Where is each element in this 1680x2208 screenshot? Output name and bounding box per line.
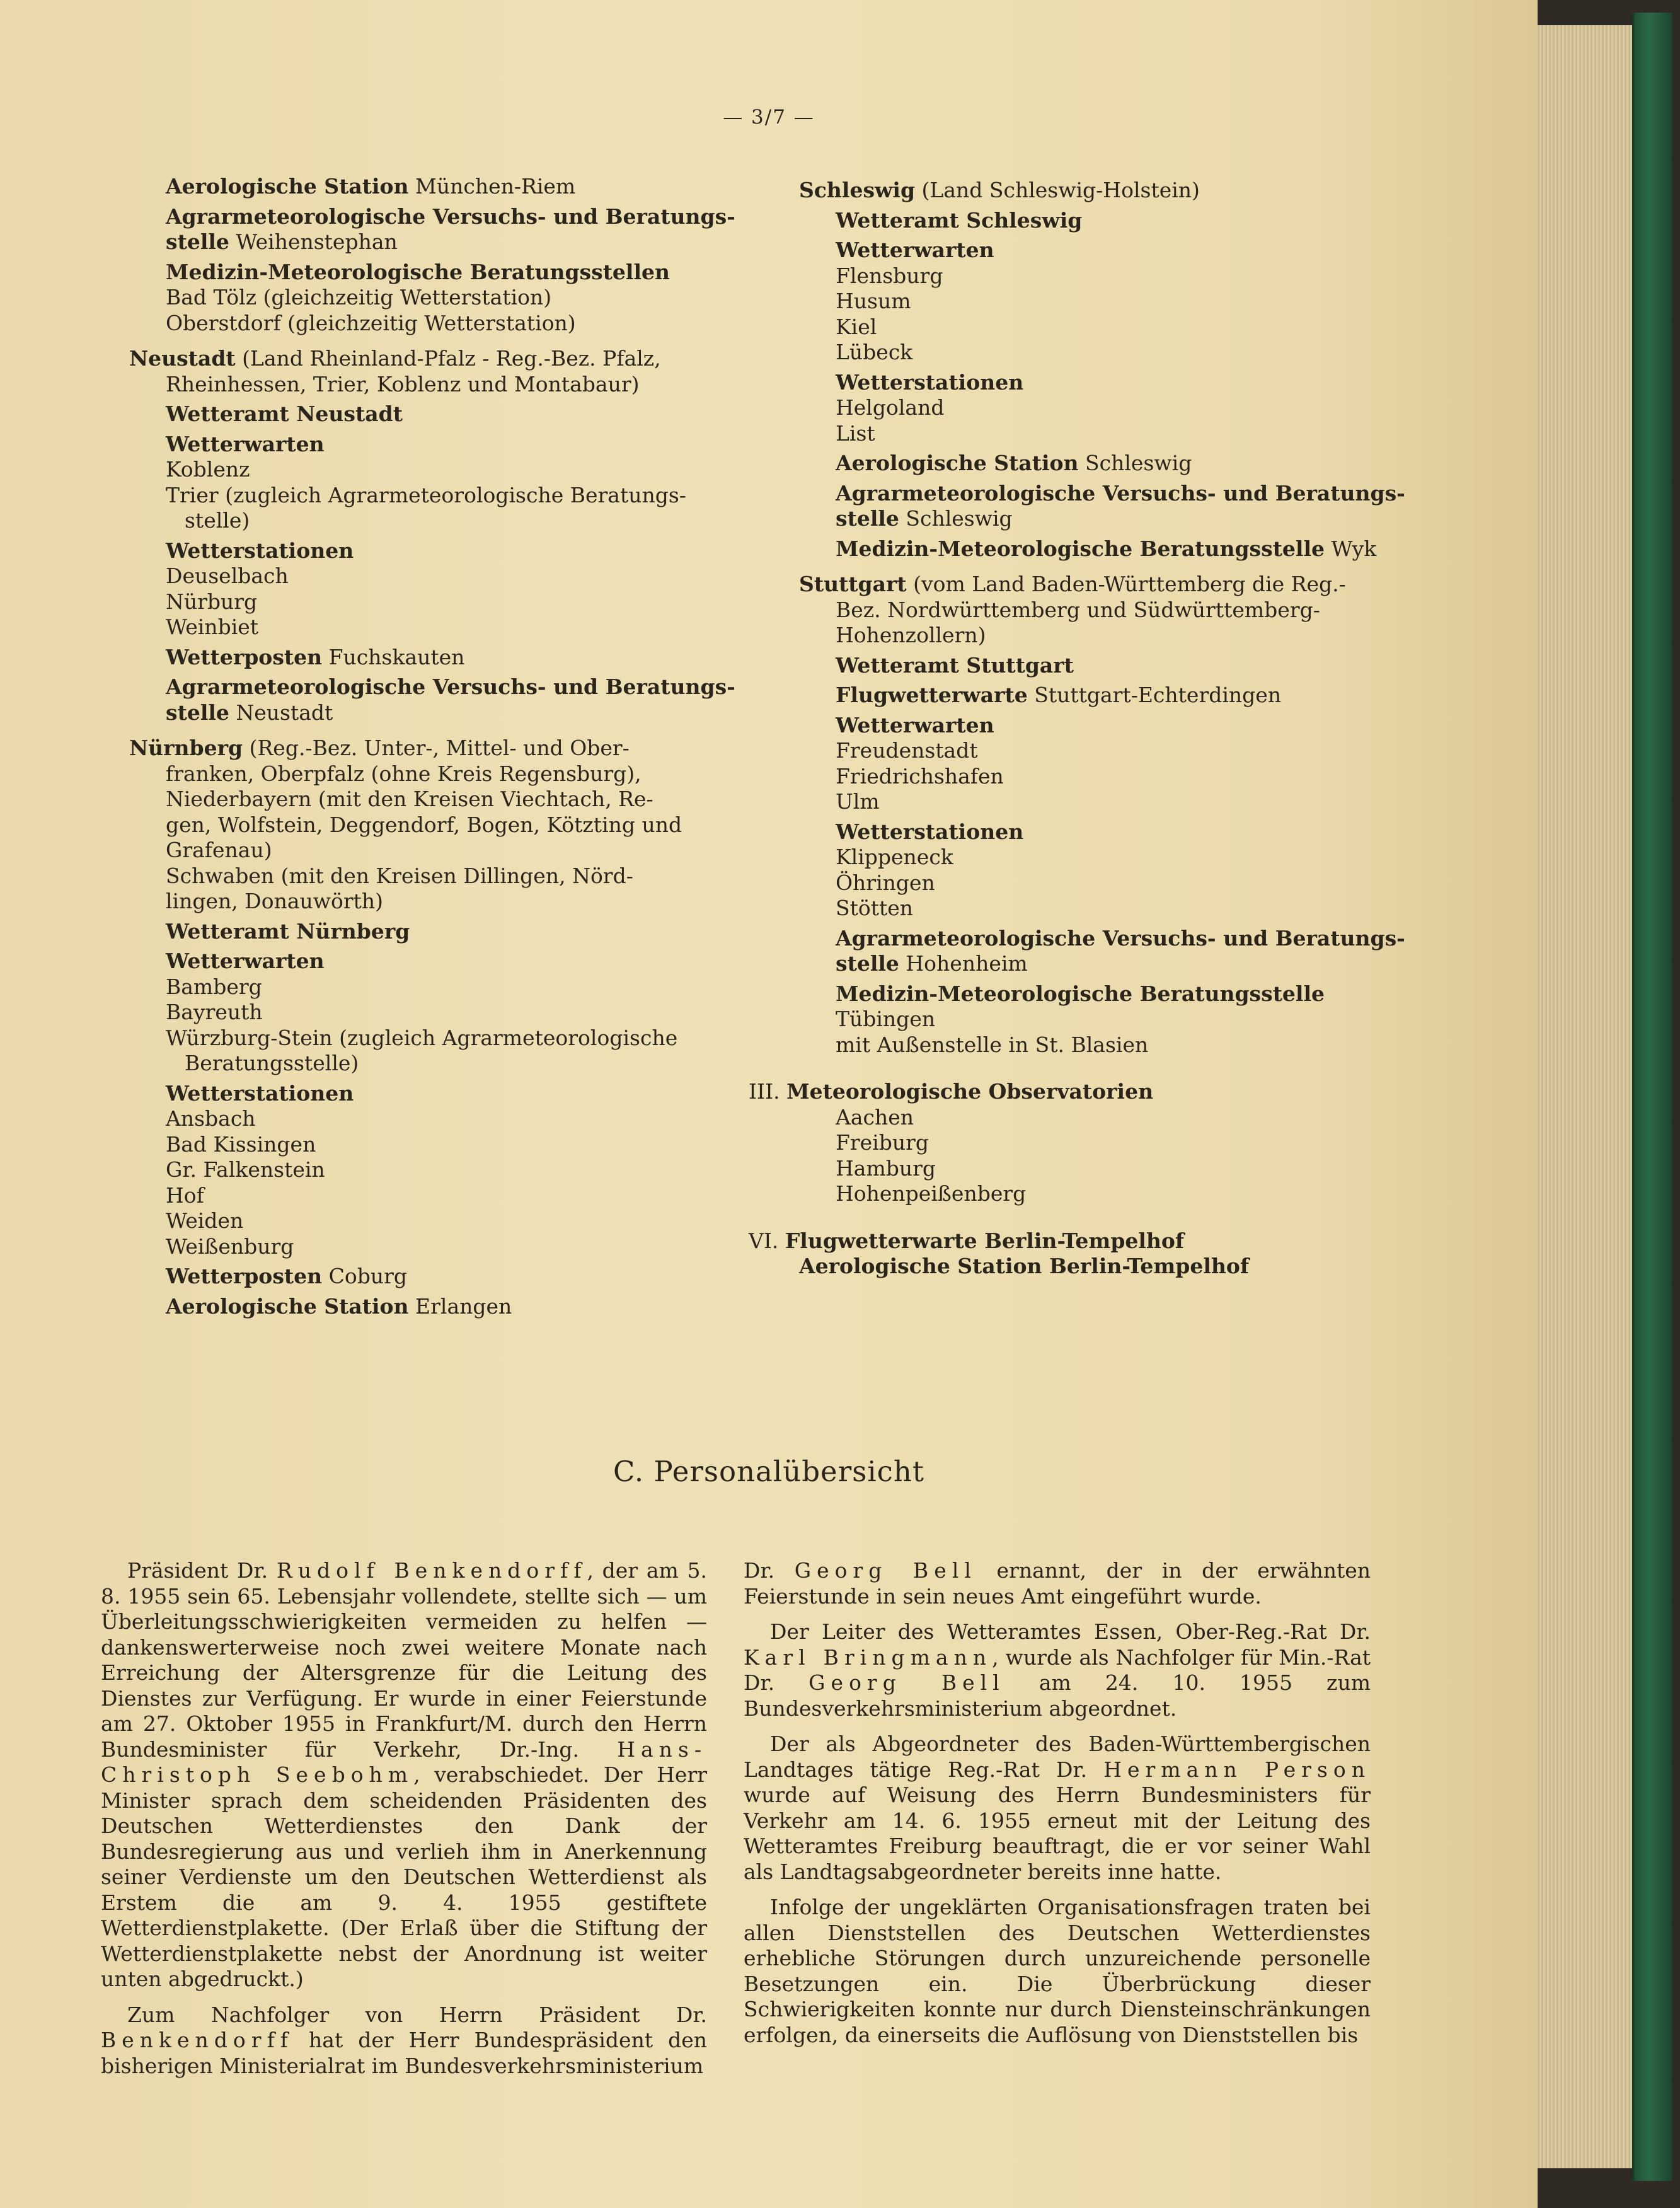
list-item (129, 864, 718, 889)
list-item (129, 736, 718, 761)
text-run: , verabschiedet. Der Herr Minister sprach dem scheidenden Präsidenten des Deutschen Wetterdienstes den Dank der Bundesregierung aus und verlieh ihm in Anerkennung seiner Verdienste um den Deutschen Wetterdienst als Erstem die am 9. 4. 1955 gestiftete Wetterdienstplakette. (Der Erlaß über die Stiftung der Wetterdienstplakette nebst der Anordnung ist weiter unten abgedruckt.) (101, 1762, 708, 1991)
text-run: Hohenzollern) (836, 623, 986, 647)
list-item (129, 285, 718, 311)
list-item (799, 572, 1388, 598)
bold-label: Medizin-Meteorologische Beratungsstellen (166, 259, 670, 284)
text-run: Kiel (836, 314, 877, 339)
bold-label: Aerologische Station (836, 451, 1079, 475)
list-item (129, 919, 718, 945)
section-heading: C. Personalübersicht (613, 1455, 924, 1488)
bold-label: stelle (166, 700, 229, 725)
list-item (129, 1132, 718, 1158)
list-item (129, 674, 735, 700)
list-item (799, 981, 1388, 1007)
bold-label: Nürnberg (129, 736, 243, 760)
list-item (129, 1183, 718, 1209)
list-item (129, 402, 718, 427)
list-item (799, 845, 1388, 870)
text-run: mit Außenstelle in St. Blasien (836, 1032, 1149, 1057)
list-item (799, 289, 1388, 315)
text-run: Dr. (744, 1558, 795, 1583)
text-run: Hof (166, 1182, 204, 1208)
text-run: Weihenstephan (229, 229, 398, 254)
bold-label: Stuttgart (799, 572, 907, 596)
text-run: Bad Kissingen (166, 1131, 316, 1157)
list-item (129, 761, 718, 787)
list-item (129, 974, 718, 1000)
text-run: wurde auf Weisung des Herrn Bundesministers für Verkehr am 14. 6. 1955 erneut mit der Leitung des Wetteramtes Freiburg beauftragt, die er vor seiner Wahl als Landtagsabgeordneter bereits inne hatte. (744, 1783, 1371, 1884)
text-run: Fuchskauten (322, 644, 465, 669)
list-item (799, 421, 1388, 447)
text-run: Coburg (322, 1264, 408, 1288)
list-item (799, 738, 1388, 764)
text-run: Stuttgart-Echterdingen (1027, 683, 1282, 707)
text-run: Bad Tölz (gleichzeitig Wetterstation) (166, 285, 552, 309)
text-run: Erlangen (408, 1293, 512, 1319)
list-item (129, 589, 718, 615)
text-run: Grafenau) (166, 838, 272, 862)
bold-label: Aerologische Station Berlin-Tempelhof (799, 1254, 1250, 1278)
text-run: (Land Rheinland-Pfalz - Reg.-Bez. Pfalz, (235, 346, 661, 371)
bold-label: Aerologische Station (166, 174, 409, 199)
list-item (799, 208, 1388, 234)
list-item (799, 340, 1388, 366)
text-run: Neustadt (229, 700, 333, 725)
list-item (129, 1026, 718, 1051)
text-run: List (836, 420, 875, 446)
text-run: Koblenz (166, 457, 250, 482)
list-item (129, 615, 718, 640)
text-run: Friedrichshafen (836, 763, 1004, 789)
bold-label: stelle (166, 229, 229, 254)
list-item (799, 315, 1388, 340)
list-item (799, 178, 1388, 204)
text-run: Oberstdorf (gleichzeitig Wetterstation) (166, 310, 576, 335)
bold-label: Wetterstationen (166, 1080, 354, 1106)
paragraph (744, 1895, 1371, 2048)
list-item (799, 506, 1388, 532)
text-run: Weiden (166, 1208, 244, 1233)
bold-label: Agrarmeteorologische Versuchs- und Beratungs- (166, 674, 735, 699)
text-run: Aachen (836, 1104, 914, 1130)
bold-label: Flugwetterwarte (836, 683, 1028, 707)
list-item (799, 789, 1388, 815)
spaced-name: Rudolf Benkendorff (276, 1558, 587, 1583)
list-item (799, 263, 1388, 289)
text-run: Niederbayern (mit den Kreisen Viechtach, Re- (166, 787, 653, 811)
list-item (129, 1081, 718, 1107)
text-run: lingen, Donauwörth) (166, 889, 384, 913)
list-item (129, 1106, 718, 1132)
bold-label: Wetteramt Neustadt (166, 402, 403, 426)
list-item (749, 1079, 1388, 1105)
paragraph (101, 1558, 707, 1992)
bold-label: Wetteramt Nürnberg (166, 918, 410, 944)
text-run: Präsident Dr. (127, 1558, 277, 1583)
list-item (129, 174, 718, 200)
list-item (129, 1208, 718, 1234)
list-item (129, 372, 718, 398)
bold-label: stelle (836, 506, 899, 531)
text-run: Tübingen (836, 1007, 936, 1031)
text-run: am 24. 10. 1955 zum Bundesverkehrsministerium abgeordnet. (744, 1670, 1371, 1721)
list-item (129, 538, 718, 564)
text-run: Helgoland (836, 395, 945, 420)
list-item (799, 951, 1388, 977)
list-item (799, 451, 1388, 477)
text-run: Schwaben (mit den Kreisen Dillingen, Nörd- (166, 863, 633, 888)
text-run: Bamberg (166, 974, 262, 999)
list-item (799, 536, 1388, 562)
page-edges (1538, 25, 1632, 2168)
bold-label: Wetterposten (166, 644, 323, 669)
bold-label: Wetterwarten (836, 712, 994, 737)
list-item (749, 1228, 1388, 1254)
spaced-name: Karl Bringmann (744, 1644, 992, 1670)
list-item (799, 1130, 1388, 1156)
page-number: — 3/7 — (723, 106, 815, 129)
text-run: Husum (836, 289, 911, 313)
text-run: gen, Wolfstein, Deggendorf, Bogen, Kötzting und (166, 812, 682, 837)
spaced-name: Benkendorff (101, 2028, 294, 2052)
book-cover (1632, 13, 1672, 2181)
paragraph (101, 2003, 707, 2079)
list-item (799, 925, 1405, 952)
list-item (129, 700, 718, 726)
bold-label: Flugwetterwarte Berlin-Tempelhof (785, 1228, 1185, 1253)
text-run: Öhringen (836, 870, 935, 895)
personnel-text-right (744, 1558, 1371, 2058)
bold-label: Aerologische Station (166, 1293, 409, 1319)
text-run: , der am 5. 8. 1955 sein 65. Lebensjahr vollendete, stellte sich — um Überleitungsschwierigkeiten vermeiden zu helfen — dankenswerterweise noch zwei weitere Monate nach Erreichung der Altersgrenze für die Leitung des Dienstes zur Verfügung. Er wurde in einer Feierstunde am 27. Oktober 1955 in Frankfurt/M. durch den Herrn Bundesminister für Verkehr, Dr.-Ing. (101, 1558, 707, 1762)
text-run: Freudenstadt (836, 738, 978, 763)
personnel-text-left (101, 1558, 707, 2089)
text-run: VI. (749, 1228, 785, 1253)
list-item (129, 1234, 718, 1260)
text-run: Hamburg (836, 1155, 936, 1181)
list-item (799, 896, 1388, 922)
list-item (129, 1294, 718, 1320)
text-run: (Reg.-Bez. Unter-, Mittel- und Ober- (243, 736, 630, 760)
text-run: Zum Nachfolger von Herrn Präsident Dr. (127, 2002, 707, 2027)
bold-label: Schleswig (799, 178, 916, 202)
text-run: , wurde als Nachfolger für Min.-Rat Dr. (744, 1644, 1371, 1695)
text-run: Freiburg (836, 1130, 929, 1155)
list-item (799, 598, 1388, 623)
list-item (129, 457, 718, 483)
text-run: Schleswig (899, 506, 1013, 531)
text-run: stelle) (185, 508, 250, 533)
list-item (799, 1007, 1388, 1032)
bold-label: Medizin-Meteorologische Beratungsstelle (836, 536, 1325, 561)
text-run: Klippeneck (836, 845, 953, 869)
text-run: Weißenburg (166, 1234, 294, 1259)
list-item (129, 1051, 718, 1077)
bold-label: Wetterstationen (166, 538, 354, 563)
list-item (799, 623, 1388, 649)
text-run: Hohenpeißenberg (836, 1181, 1027, 1206)
spaced-name: Georg Bell (794, 1558, 977, 1583)
text-run: Der Leiter des Wetteramtes Essen, Ober-Reg.-Rat Dr. (770, 1619, 1371, 1644)
list-item (129, 229, 718, 255)
list-item (129, 204, 735, 230)
list-item (799, 1032, 1388, 1058)
list-item (129, 260, 718, 286)
list-item (799, 819, 1388, 845)
text-run: Lübeck (836, 340, 913, 364)
list-item (129, 1264, 718, 1290)
list-item (799, 683, 1388, 708)
bold-label: Wetterwarten (166, 949, 325, 973)
paragraph (744, 1619, 1371, 1721)
text-run: Der als Abgeordneter des Baden-Württembergischen Landtages tätige Reg.-Rat Dr. (744, 1731, 1371, 1782)
text-run: Wyk (1325, 536, 1377, 561)
bold-label: Agrarmeteorologische Versuchs- und Beratungs- (836, 480, 1405, 506)
list-item (129, 346, 718, 372)
text-run: Bayreuth (166, 1000, 263, 1024)
text-run: Bez. Nordwürttemberg und Südwürttemberg- (836, 597, 1320, 622)
text-run: Hohenheim (899, 951, 1028, 976)
bold-label: Wetterstationen (836, 819, 1024, 844)
list-item (129, 645, 718, 671)
text-run: Weinbiet (166, 615, 259, 639)
text-run: Ansbach (166, 1106, 256, 1131)
bold-label: Wetterposten (166, 1264, 323, 1288)
list-item (129, 1157, 718, 1183)
list-item (129, 787, 718, 812)
list-item (129, 508, 718, 534)
text-run: Stötten (836, 896, 914, 920)
bold-label: Wetterstationen (836, 369, 1024, 395)
text-run: Schleswig (1078, 451, 1192, 475)
text-run: Trier (zugleich Agrarmeteorologische Beratungs- (166, 482, 686, 507)
bold-label: Meteorologische Observatorien (786, 1079, 1154, 1104)
list-item (799, 713, 1388, 739)
text-run: München-Riem (408, 174, 576, 199)
list-item (799, 870, 1388, 896)
list-item (129, 1000, 718, 1026)
spaced-name: Hermann Person (1103, 1757, 1371, 1782)
text-run: (vom Land Baden-Württemberg die Reg.- (906, 572, 1346, 596)
list-item (799, 764, 1388, 790)
text-run: III. (749, 1079, 787, 1104)
spaced-name: Georg Bell (808, 1670, 1005, 1695)
list-item (799, 238, 1388, 263)
list-item (129, 483, 718, 509)
bold-label: Agrarmeteorologische Versuchs- und Beratungs- (166, 204, 735, 229)
bold-label: Wetterwarten (166, 431, 325, 456)
text-run: franken, Oberpfalz (ohne Kreis Regensburg), (166, 761, 642, 786)
station-list-right (749, 178, 1405, 1280)
spaced-name: Hans-Christoph Seebohm (101, 1737, 707, 1787)
paragraph (744, 1731, 1371, 1885)
list-item (799, 1254, 1388, 1280)
bold-label: Agrarmeteorologische Versuchs- und Beratungs- (836, 925, 1405, 951)
text-run: Deuselbach (166, 564, 289, 588)
bold-label: Medizin-Meteorologische Beratungsstelle (836, 981, 1325, 1006)
list-item (799, 1181, 1388, 1207)
text-run: Gr. Falkenstein (166, 1157, 325, 1182)
list-item (799, 480, 1405, 507)
paragraph (744, 1558, 1371, 1609)
bold-label: Neustadt (129, 346, 236, 371)
text-run: Ulm (836, 789, 880, 814)
text-run: Rheinhessen, Trier, Koblenz und Montabaur) (166, 371, 640, 396)
list-item (799, 653, 1388, 679)
list-item (799, 1105, 1388, 1131)
list-item (129, 432, 718, 458)
list-item (129, 311, 718, 337)
list-item (799, 395, 1388, 421)
station-list-left (129, 174, 735, 1319)
text-run: hat der Herr Bundespräsident den bisherigen Ministerialrat im Bundesverkehrsministerium (101, 2028, 707, 2078)
text-run: Infolge der ungeklärten Organisationsfragen traten bei allen Dienststellen des Deutschen Wetterdienstes erhebliche Störungen durch unzureichende personelle Besetzungen ein. Die Überbrückung dieser Schwierigkeiten konnte nur durch Diensteinschränkungen erfolgen, da einerseits die Auflösung von Dienststellen bis (744, 1895, 1371, 2047)
text-run: Beratungsstelle) (185, 1051, 359, 1075)
bold-label: Wetteramt Stuttgart (836, 652, 1074, 678)
list-item (129, 564, 718, 589)
list-item (799, 370, 1388, 396)
text-run: Flensburg (836, 263, 943, 288)
list-item (799, 1156, 1388, 1182)
list-item (129, 889, 718, 915)
bold-label: Wetterwarten (836, 238, 994, 262)
list-item (129, 949, 718, 974)
list-item (129, 812, 718, 838)
bold-label: stelle (836, 951, 899, 976)
list-item (129, 838, 718, 864)
text-run: (Land Schleswig-Holstein) (915, 178, 1200, 202)
text-run: Würzburg-Stein (zugleich Agrarmeteorologische (166, 1025, 678, 1050)
bold-label: Wetteramt Schleswig (836, 207, 1083, 233)
text-run: ernannt, der in der erwähnten Feierstunde in sein neues Amt eingeführt wurde. (744, 1558, 1371, 1609)
text-run: Nürburg (166, 589, 258, 614)
